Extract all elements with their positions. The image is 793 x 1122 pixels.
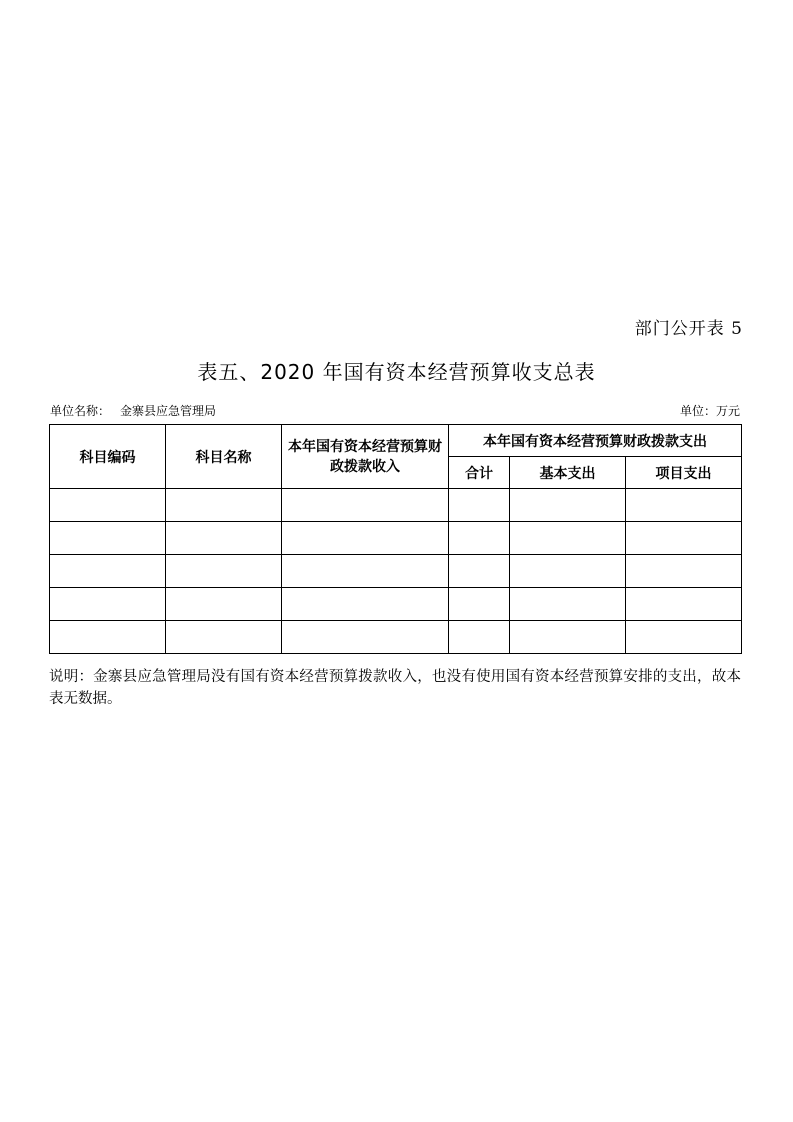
table-row [50,522,742,555]
table-cell [166,522,282,555]
table-row [50,489,742,522]
header-income: 本年国有资本经营预算财政拨款收入 [282,425,449,489]
table-cell [449,489,510,522]
table-cell [449,621,510,654]
table-body [50,489,742,654]
header-code: 科目编码 [50,425,166,489]
table-row [50,555,742,588]
header-basic: 基本支出 [510,457,626,489]
table-cell [510,489,626,522]
table-cell [282,588,449,621]
header-expense-group: 本年国有资本经营预算财政拨款支出 [449,425,742,457]
table-cell [50,522,166,555]
table-cell [510,555,626,588]
page-title: 表五、2020 年国有资本经营预算收支总表 [197,360,596,384]
header-project: 项目支出 [626,457,742,489]
table-cell [282,489,449,522]
table-cell [449,522,510,555]
table-cell [166,555,282,588]
unit-name-line [50,402,216,419]
currency-unit: 单位：万元 [679,404,740,418]
table-cell [510,621,626,654]
table-cell [50,588,166,621]
table-cell [166,588,282,621]
table-cell [626,621,742,654]
table-cell [282,522,449,555]
table-cell [626,588,742,621]
table-row [50,588,742,621]
unit-name-label: 单位名称： [50,404,111,418]
table-cell [166,621,282,654]
form-number: 部门公开表 5 [634,319,743,339]
table-cell [449,555,510,588]
table-cell [50,555,166,588]
table-cell [449,588,510,621]
table-header-row [50,425,742,457]
table-cell [626,555,742,588]
table-row [50,621,742,654]
table-cell [166,489,282,522]
header-name: 科目名称 [166,425,282,489]
table-cell [510,588,626,621]
table-cell [50,621,166,654]
note-text: 说明：金寨县应急管理局没有国有资本经营预算拨款收入，也没有使用国有资本经营预算安排的支出，故本表无数据。 [49,669,741,707]
table-cell [50,489,166,522]
table-cell [626,489,742,522]
table-cell [282,555,449,588]
budget-table [49,424,742,654]
header-total: 合计 [449,457,510,489]
unit-name-value: 金寨县应急管理局 [120,404,217,418]
table-cell [282,621,449,654]
table-cell [626,522,742,555]
table-cell [510,522,626,555]
